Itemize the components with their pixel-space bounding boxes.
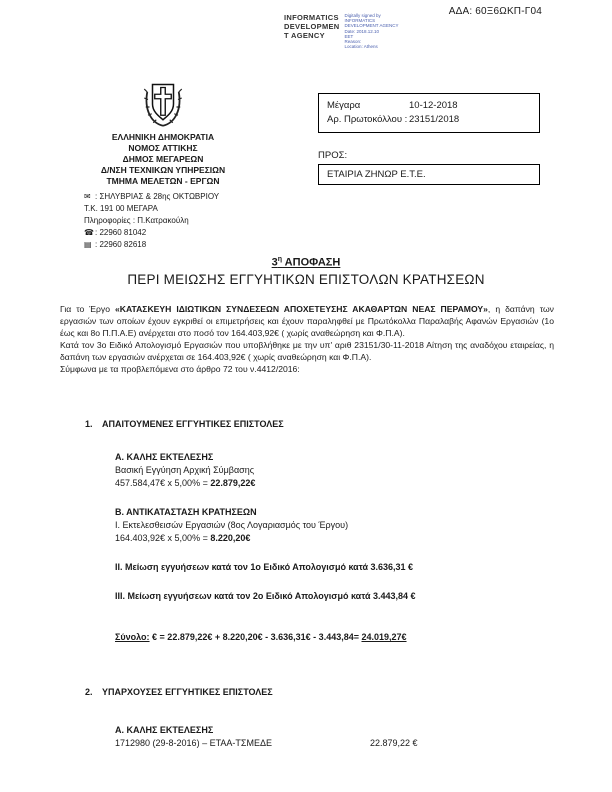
- protocol-number-row: [327, 113, 531, 127]
- total-result: 24.019,27€: [361, 632, 407, 642]
- decision-ordinal: η: [277, 256, 283, 263]
- sections: [85, 418, 555, 750]
- greek-emblem-icon: [140, 80, 186, 128]
- phone-line: [84, 227, 248, 239]
- letterhead-line: Δ/ΝΣΗ ΤΕΧΝΙΚΩΝ ΥΠΗΡΕΣΙΩΝ: [100, 165, 226, 175]
- recipient-name: ΕΤΑΙΡΙΑ ΖΗΝΩΡ Ε.Τ.Ε.: [327, 169, 426, 180]
- stamp-agency-name: [284, 13, 340, 49]
- stamp-sig-line: Digitally signed by: [344, 13, 381, 18]
- phone-text: : 22960 81042: [95, 228, 147, 237]
- executed-works-line: Ι. Εκτελεσθεισών Εργασιών (8ος Λογαριασμός του Έργου): [115, 520, 349, 530]
- decision-title: [0, 256, 612, 269]
- decision-subtitle: ΠΕΡΙ ΜΕΙΩΣΗΣ ΕΓΓΥΗΤΙΚΩΝ ΕΠΙΣΤΟΛΩΝ ΚΡΑΤΗΣΕΩΝ: [127, 271, 485, 287]
- stamp-sig-line: Location: Athens: [344, 44, 378, 50]
- address-line: [84, 191, 248, 203]
- mail-icon: ✉: [84, 192, 91, 201]
- section-2-title: ΥΠΑΡΧΟΥΣΕΣ ΕΓΓΥΗΤΙΚΕΣ ΕΠΙΣΤΟΛΕΣ: [102, 687, 273, 697]
- section-1-title: ΑΠΑΙΤΟΥΜΕΝΕΣ ΕΓΓΥΗΤΙΚΕΣ ΕΠΙΣΤΟΛΕΣ: [102, 419, 284, 429]
- total-line: [85, 631, 555, 644]
- protocol-number: 23151/2018: [409, 114, 460, 125]
- formula-b-expression: 164.403,92€ x 5,00% =: [115, 533, 211, 543]
- decision-word: ΑΠΟΦΑΣΗ: [282, 256, 341, 269]
- sub-a2-heading: Α. ΚΑΛΗΣ ΕΚΤΕΛΕΣΗΣ: [115, 725, 214, 735]
- recipient-box: [318, 164, 540, 185]
- project-title: «ΚΑΤΑΣΚΕΥΗ ΙΔΙΩΤΙΚΩΝ ΣΥΝΔΕΣΕΩΝ ΑΠΟΧΕΤΕΥΣΗΣ ΑΚΑΘΑΡΤΩΝ ΝΕΑΣ ΠΕΡΑΜΟΥ»: [115, 304, 488, 314]
- section-2-number: 2.: [85, 687, 93, 697]
- paragraph-3: Σύμφωνα με τα προβλεπόμενα στο άρθρο 72 του ν.4412/2016:: [60, 364, 300, 374]
- guarantee-row: [85, 737, 555, 750]
- paragraph-1-post: , η δαπάνη των εργασιών των οποίων έχουν εγκριθεί οι επιμετρήσεις και έχουν παραληφθεί με Πρωτόκολλα Παραλαβής Αφανών Εργασιών (1ο έως και 8ο Π.Π.Α.Ε) ανέρχεται στο ποσό τον 164.403,92€ ( χωρίς αναθεώρηση και Φ.Π.Α).: [60, 304, 554, 338]
- stamp-sig-line: EET: [344, 33, 354, 39]
- fax-icon: ▤: [84, 240, 92, 249]
- letterhead-line: ΝΟΜΟΣ ΑΤΤΙΚΗΣ: [128, 143, 198, 153]
- postal-line: Τ.Κ. 191 00 ΜΕΓΑΡΑ: [84, 204, 158, 213]
- protocol-date-row: [327, 99, 531, 113]
- sub-a-heading: Α. ΚΑΛΗΣ ΕΚΤΕΛΕΣΗΣ: [115, 452, 214, 462]
- stamp-sig-line: INFORMATICS: [344, 18, 376, 24]
- section-1-heading: [85, 418, 555, 431]
- contact-block: [78, 191, 248, 251]
- document-date: 10-12-2018: [409, 100, 458, 111]
- ada-number: ΑΔΑ: 60Ξ6ΩΚΠ-Γ04: [448, 6, 542, 17]
- stamp-signature-details: [345, 13, 415, 49]
- guarantee-amount: 22.879,22 €: [370, 738, 418, 748]
- fax-line: [84, 239, 248, 251]
- total-label: Σύνολο:: [115, 632, 150, 642]
- paragraph-2: Κατά τον 3ο Ειδικό Απολογισμό Εργασιών που υποβλήθηκε με την υπ' αριθ 23151/30-11-2018 Αίτηση της αναδόχου εταιρείας, η δαπάνη των εργασιών ανέρχεται σε 164.403,92€ ( χωρίς αναθεώρηση και Φ.Π.Α).: [60, 340, 554, 362]
- sub-b-heading: Β. ΑΝΤΙΚΑΤΑΣΤΑΣΗ ΚΡΑΤΗΣΕΩΝ: [115, 507, 257, 517]
- formula-b: [85, 532, 555, 545]
- stamp-agency-line: T AGENCY: [284, 31, 325, 40]
- formula-a-expression: 457.584,47€ x 5,00% =: [115, 478, 211, 488]
- stamp-sig-line: Date: 2018.12.10: [344, 28, 380, 34]
- total-formula: € = 22.879,22€ + 8.220,20€ - 3.636,31€ - 3.443,84=: [149, 632, 362, 642]
- digital-signature-stamp: [284, 13, 415, 49]
- phone-icon: ☎: [84, 228, 94, 237]
- basic-guarantee-line: Βασική Εγγύηση Αρχική Σύμβασης: [115, 465, 255, 475]
- section-1-number: 1.: [85, 419, 93, 429]
- protocol-box: [318, 93, 540, 133]
- formula-a-result: 22.879,22€: [210, 478, 256, 488]
- reduction-line-2: ΙΙ. Μείωση εγγυήσεων κατά τον 1ο Ειδικό Απολογισμό κατά 3.636,31 €: [115, 562, 414, 572]
- reduction-line-3: ΙΙΙ. Μείωση εγγυήσεων κατά τον 2ο Ειδικό Απολογισμό κατά 3.443,84 €: [115, 591, 416, 601]
- body-text: [60, 303, 554, 375]
- document-title: [0, 256, 612, 287]
- address-text: : ΣΗΛΥΒΡΙΑΣ & 28ης ΟΚΤΩΒΡΙΟΥ: [95, 192, 220, 201]
- letterhead-line: ΕΛΛΗΝΙΚΗ ΔΗΜΟΚΡΑΤΙΑ: [111, 132, 215, 142]
- recipient-label: ΠΡΟΣ:: [318, 150, 348, 161]
- place-label: Μέγαρα: [327, 100, 361, 111]
- letterhead-line: ΤΜΗΜΑ ΜΕΛΕΤΩΝ - ΕΡΓΩΝ: [106, 176, 220, 186]
- formula-a: [85, 477, 555, 490]
- stamp-agency-line: DEVELOPMEN: [284, 22, 340, 31]
- letterhead: [78, 80, 248, 251]
- paragraph-1-pre: Για το Έργο: [60, 304, 116, 314]
- fax-text: : 22960 82618: [95, 240, 147, 249]
- guarantee-reference: 1712980 (29-8-2016) – ΕΤΑΑ-ΤΣΜΕΔΕ: [115, 738, 272, 748]
- stamp-sig-line: Reason:: [344, 39, 362, 45]
- info-line: Πληροφορίες : Π.Κατρακούλη: [84, 216, 189, 225]
- stamp-agency-line: INFORMATICS: [284, 13, 339, 22]
- section-2-heading: [85, 686, 555, 699]
- decision-number: 3: [271, 256, 278, 269]
- letterhead-line: ΔΗΜΟΣ ΜΕΓΑΡΕΩΝ: [122, 154, 204, 164]
- formula-b-result: 8.220,20€: [210, 533, 251, 543]
- protocol-label: Αρ. Πρωτοκόλλου :: [327, 114, 408, 125]
- stamp-sig-line: DEVELOPMENT AGENCY: [344, 23, 399, 29]
